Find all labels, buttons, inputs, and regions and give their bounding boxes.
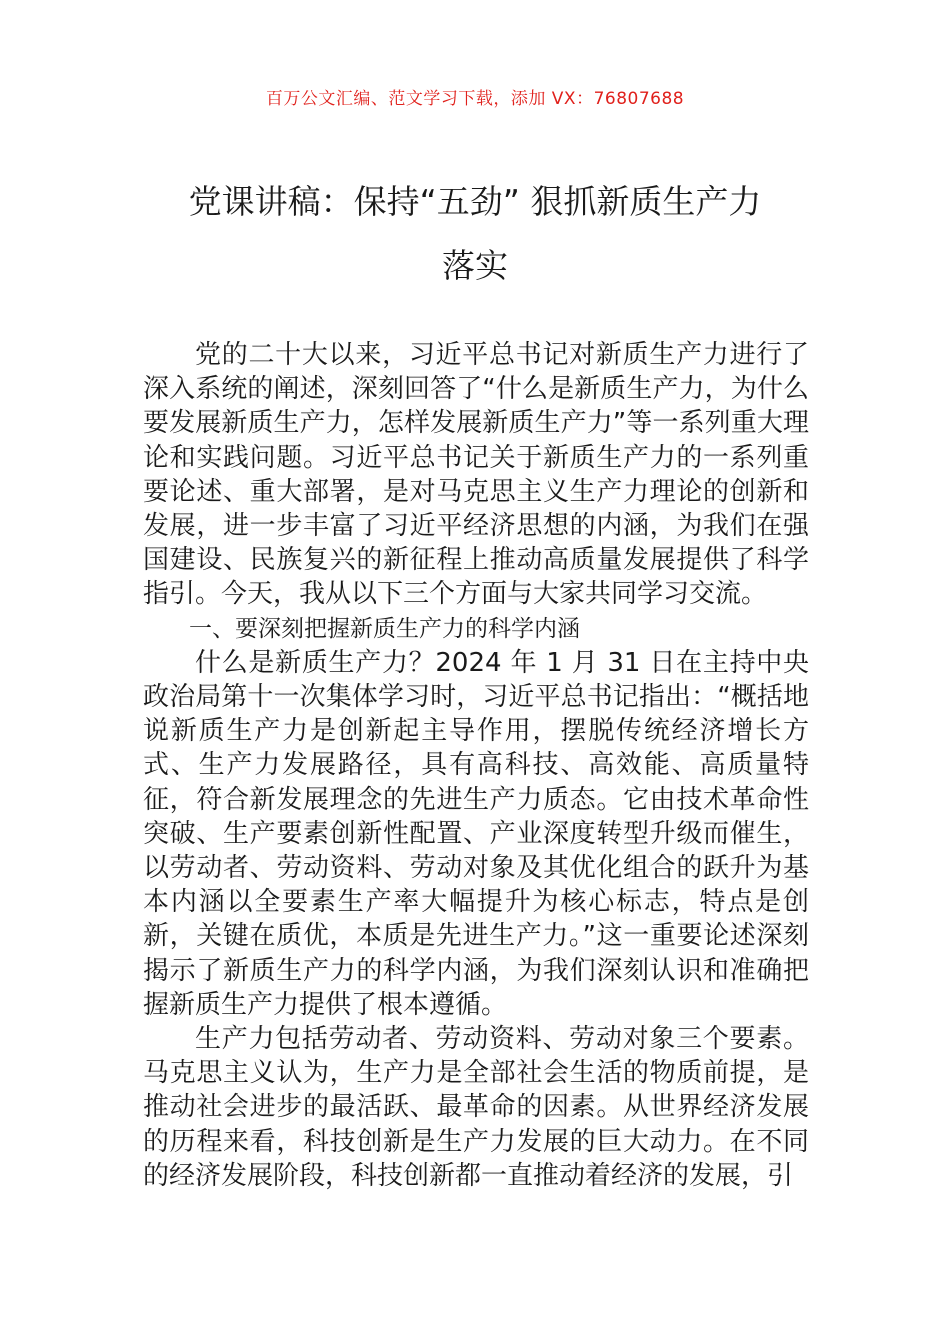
title-line-1: 党课讲稿：保持“五劲” 狠抓新质生产力 [188,182,762,221]
paragraph-elements: 生产力包括劳动者、劳动资料、劳动对象三个要素。马克思主义认为，生产力是全部社会生活的物质前提，是推动社会进步的最活跃、最革命的因素。从世界经济发展的历程来看，科技创新是生产力发展的巨大动力。在不同的经济发展阶段，科技创新都一直推动着经济的发展，引 [143,1024,809,1191]
title-line-2: 落实 [442,246,508,285]
document-title [120,170,830,298]
section-heading-1: 一、要深刻把握新质生产力的科学内涵 [189,615,580,642]
header-banner: 百万公文汇编、范文学习下载，添加 VX：76807688 [265,89,685,109]
paragraph-intro: 党的二十大以来，习近平总书记对新质生产力进行了深入系统的阐述，深刻回答了“什么是新质生产力，为什么要发展新质生产力，怎样发展新质生产力”等一系列重大理论和实践问题。习近平总书记关于新质生产力的一系列重要论述、重大部署，是对马克思主义生产力理论的创新和发展，进一步丰富了习近平经济思想的内涵，为我们在强国建设、民族复兴的新征程上推动高质量发展提供了科学指引。今天，我从以下三个方面与大家共同学习交流。 [143,340,809,610]
paragraph-definition: 什么是新质生产力？2024 年 1 月 31 日在主持中央政治局第十一次集体学习时，习近平总书记指出：“概括地说新质生产力是创新起主导作用，摆脱传统经济增长方式、生产力发展路径，具有高科技、高效能、高质量特征，符合新发展理念的先进生产力质态。它由技术革命性突破、生产要素创新性配置、产业深度转型升级而催生，以劳动者、劳动资料、劳动对象及其优化组合的跃升为基本内涵以全要素生产率大幅提升为核心标志，特点是创新，关键在质优，本质是先进生产力。”这一重要论述深刻揭示了新质生产力的科学内涵，为我们深刻认识和准确把握新质生产力提供了根本遵循。 [143,647,809,1020]
document-body [143,338,809,1193]
